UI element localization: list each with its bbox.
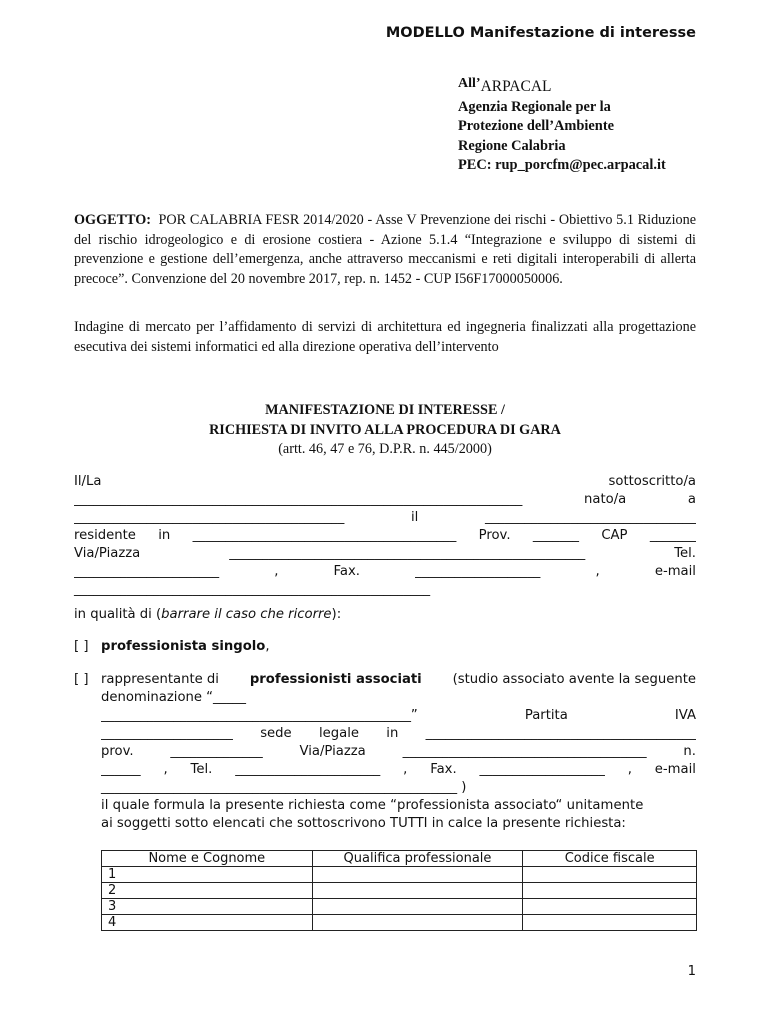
header-codice: Codice fiscale [523,851,697,867]
row-number[interactable]: 4 [102,915,313,931]
recipient-name-line [458,74,666,98]
iva-field[interactable]: ____________________ [101,726,233,741]
cap-field[interactable]: _______ [649,528,696,543]
nato-label: nato/a [584,492,627,507]
recipient-line-3: Regione Calabria [458,137,566,154]
recipient-line-1: Agenzia Regionale per la [458,98,611,115]
assoc-email-label: e-mail [654,762,696,777]
table-row [102,899,697,915]
subject-label: OGGETTO: [74,212,151,228]
closing-line-1: il quale formula la presente richiesta come “professionista associato“ unitamente [101,798,644,813]
codice-cell[interactable] [523,867,697,883]
recipient-name: ARPACAL [480,78,552,95]
form-heading-line-2: RICHIESTA DI INVITO ALLA PROCEDURA DI GARA [209,421,561,438]
assoc-street-field[interactable]: _____________________________________ [402,744,647,759]
sottoscritto-label: sottoscritto/a [608,474,696,489]
comma-2: , [595,564,600,579]
iva-label: IVA [674,708,696,723]
personal-row-6 [74,563,696,581]
birthplace-field[interactable]: _________________________________________ [74,510,345,525]
assoc-comma-2: , [403,762,408,777]
form-heading-line-1: MANIFESTAZIONE DI INTERESSE / [265,402,505,418]
codice-cell[interactable] [523,883,697,899]
assoc-comma-1: , [163,762,168,777]
assoc-email-field[interactable]: ______________________________________________________ ) [101,780,467,795]
tel-label: Tel. [674,546,696,561]
il-la-label: Il/La [74,474,102,489]
closing-line-2: ai soggetti sotto elencati che sottoscrivono TUTTI in calce la presente richiesta: [101,816,626,831]
comma-1: , [274,564,279,579]
option-singolo-suffix: , [265,639,270,654]
qualifica-cell[interactable] [312,867,523,883]
option-singolo-checkbox[interactable]: [ ] [74,639,89,654]
partita-label: Partita [524,708,568,723]
document-title: MODELLO Manifestazione di interesse [385,25,696,41]
personal-row-4 [74,527,696,545]
option-associati-line-4 [101,725,696,743]
name-field[interactable]: ____________________________________________________________________ [74,492,523,507]
recipient-pec: PEC: rup_porcfm@pec.arpacal.it [458,157,666,173]
qualita-italic: barrare il caso che ricorre [161,607,332,622]
form-heading-line-3: (artt. 46, 47 e 76, D.P.R. n. 445/2000) [278,441,492,457]
assoc-tel-field[interactable]: ______________________ [235,762,381,777]
associati-label: professionisti associati [249,672,422,687]
via-piazza-label: Via/Piazza [74,546,141,561]
personal-row-3 [74,509,696,527]
prov-field[interactable]: _______ [532,528,580,543]
assoc-fax-label: Fax. [430,762,457,777]
personal-row-5 [74,545,696,563]
cap-label: CAP [601,528,628,543]
birthdate-field[interactable]: ________________________________ [484,510,696,525]
denominazione-line: denominazione “_____ [101,690,246,705]
residente-label: residente [74,528,136,543]
form-heading [74,401,696,460]
qualifica-cell[interactable] [312,899,523,915]
survey-paragraph: Indagine di mercato per l’affidamento di servizi di architettura ed ingegneria finalizzati alla progettazione esecutiva dei sistemi informatici ed alla direzione operativa dell’intervento [74,319,696,355]
assoc-comma-3: , [627,762,632,777]
recipient-line-2: Protezione dell’Ambiente [458,118,614,134]
residence-field[interactable]: ________________________________________ [192,528,457,543]
assoc-fax-field[interactable]: ___________________ [479,762,605,777]
row-number[interactable]: 2 [102,883,313,899]
table-row [102,883,697,899]
fax-field[interactable]: ___________________ [415,564,541,579]
assoc-tel-label: Tel. [190,762,213,777]
qualifica-cell[interactable] [312,883,523,899]
assoc-n-label: n. [683,744,696,759]
option-associati-line-5 [101,743,696,761]
qualita-suffix: ): [331,607,342,622]
assoc-via-label: Via/Piazza [299,744,366,759]
table-row [102,915,697,931]
sede-label: sede [260,726,292,741]
row-number[interactable]: 3 [102,899,313,915]
option-singolo-text [101,638,696,656]
email-field[interactable]: ______________________________________________________ [74,582,431,597]
codice-cell[interactable] [523,915,697,931]
qualita-line [74,606,696,624]
option-associati-checkbox[interactable]: [ ] [74,672,89,687]
row-number[interactable]: 1 [102,867,313,883]
page-number: 1 [687,964,696,979]
subject-paragraph [74,211,696,289]
table-header-row [102,851,697,867]
option-associati-line-1 [101,671,696,689]
street-field[interactable]: ______________________________________________________ [229,546,586,561]
assoc-prov-label: prov. [101,744,134,759]
studio-name-field[interactable]: _______________________________________________” [101,708,418,723]
header-nome: Nome e Cognome [102,851,313,867]
associati-prefix: rappresentante di [101,672,219,687]
recipient-address [458,74,666,176]
sede-in-label: in [386,726,399,741]
qualita-prefix: in qualità di ( [74,607,162,622]
header-qualifica: Qualifica professionale [312,851,523,867]
prov-label: Prov. [478,528,511,543]
personal-row-2 [74,491,696,509]
option-associati-line-6 [101,761,696,779]
personal-row-1 [74,473,696,491]
associati-suffix: (studio associato avente la seguente [452,672,696,687]
table-row [102,867,697,883]
recipient-prefix: All’ [458,76,481,91]
in-label: in [158,528,171,543]
option-associati-line-3 [101,707,696,725]
tel-field[interactable]: ______________________ [74,564,220,579]
codice-cell[interactable] [523,899,697,915]
option-singolo-label: professionista singolo [101,639,266,654]
qualifica-cell[interactable] [312,915,523,931]
subject-text: POR CALABRIA FESR 2014/2020 - Asse V Prevenzione dei rischi - Obiettivo 5.1 Riduzione del rischio idrogeologico e di erosione costiera - Azione 5.1.4 “Integrazione e sviluppo di sistemi di prevenzione e gestione dell’emergenza, anche attraverso meccanismi e reti digitali interoperabili di allerta precoce”. Convenzione del 20 novembre 2017, rep. n. 1452 - CUP I56F17000050006. [74,212,696,287]
email-label: e-mail [654,564,696,579]
assoc-n-field[interactable]: ______ [101,762,141,777]
fax-label: Fax. [333,564,360,579]
legale-label: legale [318,726,359,741]
assoc-prov-field[interactable]: ______________ [170,744,263,759]
members-table [101,850,697,931]
il-label: il [411,510,419,525]
a-label: a [687,492,696,507]
sede-field[interactable]: _________________________________________ [425,726,696,741]
